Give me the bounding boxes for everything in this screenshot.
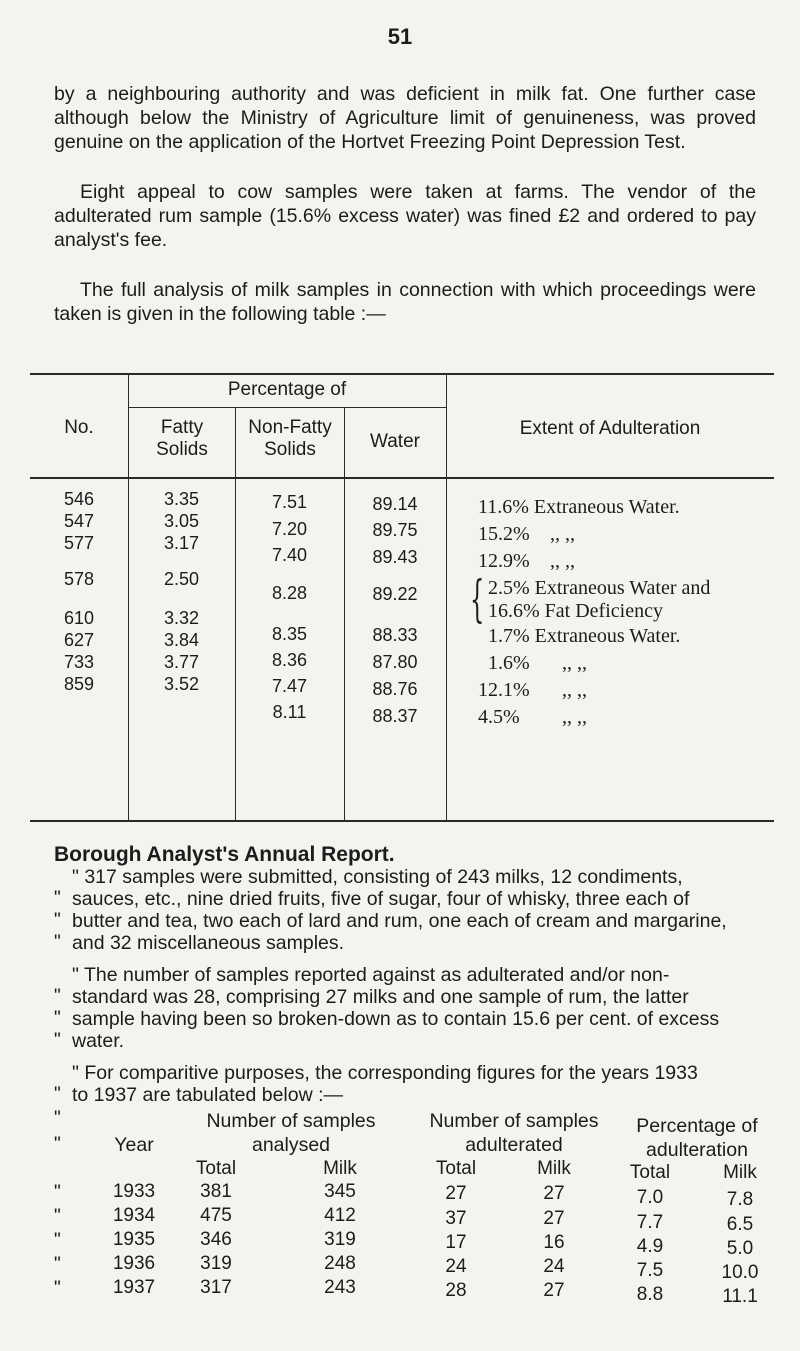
- row-3-no: 577: [63, 533, 95, 553]
- summary-row-1-an-milk: 345: [324, 1181, 356, 1202]
- header-fatty-solids: Fatty Solids: [156, 417, 208, 460]
- row-8-nonfatty: 8.11: [272, 702, 307, 722]
- report-line-8: water.: [72, 1030, 125, 1052]
- table-top-rule: [30, 373, 774, 375]
- row-8-fatty: 3.52: [163, 674, 200, 694]
- summary-row-5-ad-milk: 27: [543, 1280, 565, 1301]
- header-percentage-of: Percentage of: [227, 379, 347, 400]
- quote-mark: ": [54, 1084, 61, 1105]
- summary-row-5-an-milk: 243: [324, 1277, 356, 1298]
- summary-row-3-ad-milk: 16: [543, 1232, 565, 1253]
- row-3-nonfatty: 7.40: [271, 545, 308, 565]
- summary-row-4-ad-milk: 24: [543, 1256, 565, 1277]
- report-line-4: and 32 miscellaneous samples.: [72, 932, 345, 954]
- table-bottom-rule: [30, 820, 774, 822]
- row-1-fatty: 3.35: [163, 489, 200, 509]
- row-6-water: 87.80: [372, 652, 418, 672]
- row-4-nonfatty: 8.28: [271, 583, 308, 603]
- row-4-no: 578: [63, 569, 95, 589]
- summary-row-1-pc-total: 7.0: [636, 1187, 664, 1208]
- quote-mark: ": [54, 1206, 61, 1227]
- row-3-ditto: ,, ,,: [550, 550, 575, 572]
- paragraph-2: Eight appeal to cow samples were taken at farms. The vendor of the adulterated rum sample (15.6% excess water) was fined £2 and ordered to pay analyst's fee.: [54, 181, 756, 251]
- quote-mark: ": [54, 1278, 61, 1299]
- header-water: Water: [370, 431, 420, 452]
- quote-mark: ": [54, 1254, 61, 1275]
- row-8-water: 88.37: [372, 706, 418, 726]
- report-line-5: " The number of samples reported against as adulterated and/or non-: [72, 964, 670, 986]
- summary-row-3-pc-milk: 5.0: [726, 1238, 754, 1259]
- paragraph-3: The full analysis of milk samples in connection with which proceedings were taken is given in the following table :—: [54, 279, 756, 325]
- report-line-10: to 1937 are tabulated below :—: [72, 1084, 344, 1106]
- header-non-fatty-solids: Non-Fatty Solids: [248, 417, 332, 460]
- row-3-water: 89.43: [372, 547, 418, 567]
- summary-row-5-an-total: 317: [200, 1277, 232, 1298]
- row-1-nonfatty: 7.51: [271, 492, 308, 512]
- row-7-no: 733: [63, 652, 95, 672]
- summary-sub-total-1: Total: [195, 1158, 237, 1179]
- summary-header-percentage-1: Percentage of: [636, 1115, 758, 1137]
- summary-row-2-pc-total: 7.7: [636, 1212, 664, 1233]
- row-1-water: 89.14: [372, 494, 418, 514]
- summary-row-5-pc-milk: 11.1: [722, 1286, 758, 1307]
- row-7-water: 88.76: [372, 679, 418, 699]
- summary-header-adulterated-1: Number of samples: [429, 1110, 599, 1132]
- quote-mark: ": [54, 1230, 61, 1251]
- row-2-no: 547: [63, 511, 95, 531]
- summary-header-analysed-1: Number of samples: [206, 1110, 376, 1132]
- summary-header-analysed-2: analysed: [251, 1134, 331, 1156]
- summary-row-4-year: 1936: [112, 1253, 156, 1274]
- quote-mark: ": [54, 1182, 61, 1203]
- row-6-nonfatty: 8.36: [271, 650, 308, 670]
- summary-sub-total-2: Total: [435, 1158, 477, 1179]
- summary-row-1-an-total: 381: [200, 1181, 232, 1202]
- row-3-extent: 12.9%: [478, 550, 530, 572]
- summary-row-3-year: 1935: [112, 1229, 156, 1250]
- row-3-fatty: 3.17: [163, 533, 200, 553]
- row-8-ditto: ,, ,,: [562, 706, 587, 728]
- analysis-table: [30, 373, 774, 823]
- summary-header-year: Year: [114, 1134, 154, 1156]
- summary-sub-milk-1: Milk: [323, 1158, 357, 1179]
- summary-row-2-ad-milk: 27: [543, 1208, 565, 1229]
- paragraph-1: by a neighbouring authority and was deficient in milk fat. One further case although below the Ministry of Agriculture limit of genuineness, was proved genuine on the application of the Hortvet Freezing Point Depression Test.: [54, 83, 756, 153]
- row-1-no: 546: [63, 489, 95, 509]
- summary-row-3-pc-total: 4.9: [636, 1236, 664, 1257]
- summary-row-5-pc-total: 8.8: [636, 1284, 664, 1305]
- row-5-extent: 1.7% Extraneous Water.: [488, 625, 681, 647]
- row-8-extent: 4.5%: [478, 706, 520, 728]
- row-4-water: 89.22: [372, 584, 418, 604]
- row-2-extent: 15.2%: [478, 523, 530, 545]
- row-7-nonfatty: 7.47: [271, 676, 308, 696]
- report-line-7: sample having been so broken-down as to contain 15.6 per cent. of excess: [72, 1008, 720, 1030]
- summary-row-1-year: 1933: [112, 1181, 156, 1202]
- summary-row-5-ad-total: 28: [445, 1280, 467, 1301]
- row-6-no: 627: [63, 630, 95, 650]
- report-line-9: " For comparitive purposes, the corresponding figures for the years 1933: [72, 1062, 698, 1084]
- row-6-extent: 1.6%: [488, 652, 530, 674]
- quote-mark: ": [54, 986, 61, 1007]
- summary-row-3-ad-total: 17: [445, 1232, 467, 1253]
- summary-row-1-pc-milk: 7.8: [726, 1189, 754, 1210]
- row-4-brace: {: [470, 570, 485, 628]
- row-1-extent: 11.6% Extraneous Water.: [478, 496, 680, 518]
- table-vrule-4: [446, 373, 447, 821]
- row-2-water: 89.75: [372, 520, 418, 540]
- row-5-fatty: 3.32: [163, 608, 200, 628]
- summary-row-1-ad-total: 27: [445, 1183, 467, 1204]
- row-7-extent: 12.1%: [478, 679, 530, 701]
- row-5-nonfatty: 8.35: [271, 624, 308, 644]
- summary-row-4-an-milk: 248: [324, 1253, 356, 1274]
- summary-sub-milk-2: Milk: [537, 1158, 571, 1179]
- quote-mark: ": [54, 1030, 61, 1051]
- quote-mark: ": [54, 1134, 61, 1155]
- row-5-water: 88.33: [372, 625, 418, 645]
- summary-row-4-an-total: 319: [200, 1253, 232, 1274]
- row-7-fatty: 3.77: [163, 652, 200, 672]
- report-heading: Borough Analyst's Annual Report.: [54, 843, 395, 866]
- summary-row-3-an-total: 346: [200, 1229, 232, 1250]
- row-5-no: 610: [63, 608, 95, 628]
- summary-row-3-an-milk: 319: [324, 1229, 356, 1250]
- row-4-fatty: 2.50: [163, 569, 200, 589]
- quote-mark: ": [54, 1008, 61, 1029]
- summary-row-2-an-total: 475: [200, 1205, 232, 1226]
- row-2-ditto: ,, ,,: [550, 523, 575, 545]
- header-no: No.: [64, 417, 94, 438]
- summary-row-4-pc-total: 7.5: [636, 1260, 664, 1281]
- row-4-extent-2: 16.6% Fat Deficiency: [488, 600, 663, 622]
- table-group-rule: [128, 407, 446, 408]
- report-line-6: standard was 28, comprising 27 milks and one sample of rum, the latter: [72, 986, 689, 1008]
- summary-row-2-ad-total: 37: [445, 1208, 467, 1229]
- summary-sub-milk-3: Milk: [723, 1162, 757, 1183]
- page-number: 51: [387, 24, 413, 49]
- summary-row-4-pc-milk: 10.0: [721, 1262, 759, 1283]
- summary-row-4-ad-total: 24: [445, 1256, 467, 1277]
- header-extent: Extent of Adulteration: [519, 418, 701, 439]
- summary-header-percentage-2: adulteration: [646, 1139, 748, 1161]
- report-line-2: sauces, etc., nine dried fruits, five of sugar, four of whisky, three each of: [72, 888, 690, 910]
- report-line-1: " 317 samples were submitted, consisting of 243 milks, 12 condiments,: [72, 866, 683, 888]
- quote-mark: ": [54, 910, 61, 931]
- summary-row-5-year: 1937: [112, 1277, 156, 1298]
- row-8-no: 859: [63, 674, 95, 694]
- summary-row-2-pc-milk: 6.5: [726, 1214, 754, 1235]
- row-6-ditto: ,, ,,: [562, 652, 587, 674]
- row-7-ditto: ,, ,,: [562, 679, 587, 701]
- summary-row-1-ad-milk: 27: [543, 1183, 565, 1204]
- table-vrule-3: [344, 407, 345, 821]
- row-6-fatty: 3.84: [163, 630, 200, 650]
- row-2-nonfatty: 7.20: [271, 519, 308, 539]
- summary-header-adulterated-2: adulterated: [465, 1134, 563, 1156]
- quote-mark: ": [54, 888, 61, 909]
- table-header-rule: [30, 477, 774, 479]
- summary-row-2-year: 1934: [112, 1205, 156, 1226]
- row-4-extent: 2.5% Extraneous Water and: [488, 577, 711, 599]
- table-vrule-2: [235, 407, 236, 821]
- row-2-fatty: 3.05: [163, 511, 200, 531]
- quote-mark: ": [54, 932, 61, 953]
- summary-row-2-an-milk: 412: [324, 1205, 356, 1226]
- table-vrule-1: [128, 373, 129, 821]
- quote-mark: ": [54, 1108, 61, 1129]
- report-line-3: butter and tea, two each of lard and rum, one each of cream and margarine,: [72, 910, 727, 932]
- summary-sub-total-3: Total: [629, 1162, 671, 1183]
